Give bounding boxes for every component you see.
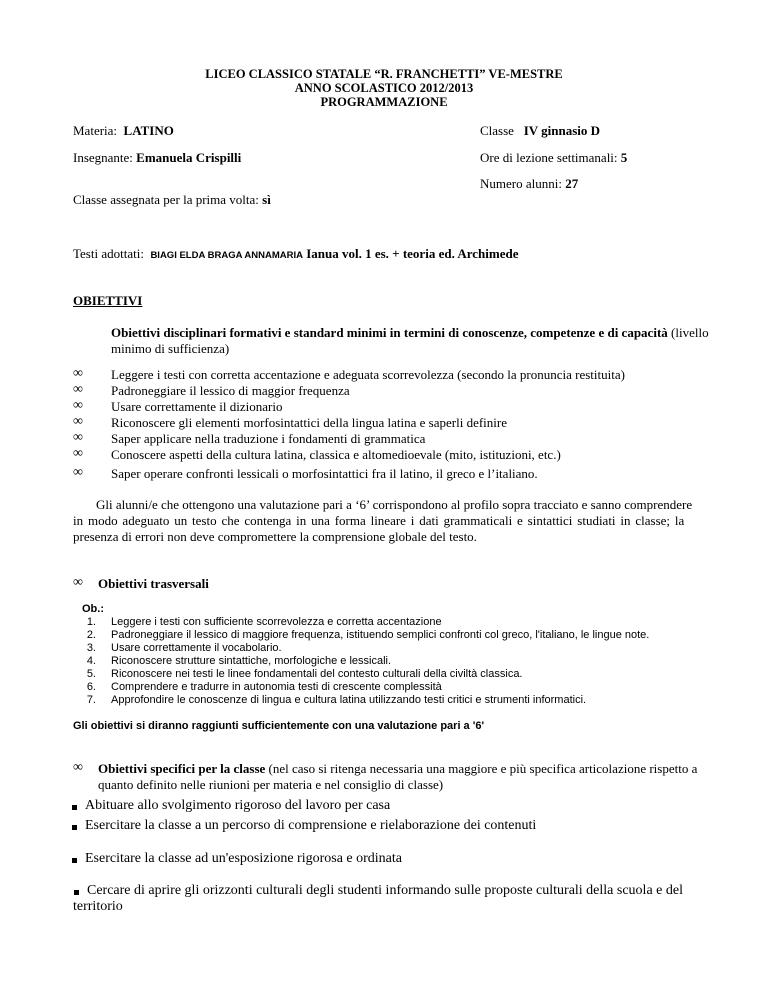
disciplinari-note-1: (livello	[671, 325, 709, 340]
numero-value: 27	[565, 176, 579, 191]
list-item: Leggere i testi con corretta accentazione e adeguata scorrevolezza (secondo la pronuncia restituita)	[111, 367, 625, 382]
ob-item: Leggere i testi con sufficiente scorrevolezza e corretta accentazione	[111, 616, 442, 628]
list-item: Esercitare la classe a un percorso di comprensione e rielaborazione dei contenuti	[85, 818, 537, 833]
list-item: Esercitare la classe ad un'esposizione rigorosa e ordinata	[85, 851, 403, 866]
specifici-title-line	[98, 761, 697, 777]
disciplinari-title-line	[111, 325, 709, 341]
list-item: Conoscere aspetti della cultura latina, classica e altomedioevale (mito, istituzioni, etc.)	[111, 447, 561, 462]
materia-value: LATINO	[123, 123, 174, 138]
ob-number: 3.	[86, 642, 96, 654]
list-item: Padroneggiare il lessico di maggior frequenza	[111, 383, 350, 398]
raggiunti-note: Gli obiettivi si diranno raggiunti sufficientemente con una valutazione pari a '6'	[73, 720, 485, 732]
ob-number: 6.	[86, 681, 96, 693]
list-item: Riconoscere gli elementi morfosintattici della lingua latina e saperli definire	[111, 415, 507, 430]
ob-item: Usare correttamente il vocabolario.	[111, 642, 282, 654]
valutazione-paragraph-line-1: Gli alunni/e che ottengono una valutazione pari a ‘6’ corrispondono al profilo sopra tracciato e sanno comprendere	[96, 497, 693, 512]
infinity-bullet-icon: ∞	[73, 414, 83, 429]
ob-number: 5.	[86, 668, 96, 680]
ob-number: 4.	[86, 655, 96, 667]
specifici-note-1: (nel caso si ritenga necessaria una maggiore e più specifica articolazione rispetto a	[268, 761, 698, 776]
classe-assegnata-field	[73, 192, 271, 208]
infinity-bullet-icon: ∞	[73, 382, 83, 397]
numero-alunni-field	[480, 176, 578, 192]
ob-number: 7.	[86, 694, 96, 706]
valutazione-paragraph-line-2: in modo adeguato un testo che contenga in una forma lineare i dati grammaticali e sintattici studiati in classe; la	[73, 513, 685, 528]
disciplinari-note-2: minimo di sufficienza)	[111, 341, 230, 356]
testi-authors: BIAGI ELDA BRAGA ANNAMARIA	[150, 250, 303, 261]
assegnata-value: sì	[262, 192, 271, 207]
infinity-bullet-icon: ∞	[73, 465, 83, 480]
specifici-title: Obiettivi specifici per la classe	[98, 761, 266, 776]
specifici-note-2: quanto definito nelle riunioni per materia e nel consiglio di classe)	[98, 777, 444, 792]
materia-label: Materia:	[73, 123, 118, 138]
last-item-line-2: territorio	[73, 899, 123, 914]
section-heading-obiettivi: OBIETTIVI	[73, 293, 143, 308]
list-item: Abituare allo svolgimento rigoroso del lavoro per casa	[85, 798, 391, 813]
square-bullet-icon	[72, 825, 77, 830]
square-bullet-icon	[74, 890, 79, 895]
last-item-line-1: Cercare di aprire gli orizzonti culturali degli studenti informando sulle proposte culturali della scuola e del	[87, 883, 683, 898]
classe-field	[480, 123, 600, 139]
ore-field	[480, 150, 627, 166]
square-bullet-icon	[72, 858, 77, 863]
insegnante-value: Emanuela Crispilli	[136, 150, 242, 165]
ob-number: 1.	[86, 616, 96, 628]
infinity-bullet-icon: ∞	[73, 430, 83, 445]
infinity-bullet-icon: ∞	[73, 398, 83, 413]
ore-label: Ore di lezione settimanali:	[480, 150, 618, 165]
ob-item: Comprendere e tradurre in autonomia testi di crescente complessità	[111, 681, 442, 693]
valutazione-paragraph-line-3: presenza di errori non deve compromettere la comprensione globale del testo.	[73, 529, 477, 544]
numero-label: Numero alunni:	[480, 176, 562, 191]
disciplinari-title: Obiettivi disciplinari formativi e standard minimi in termini di conoscenze, competenze e di capacità	[111, 325, 668, 340]
insegnante-field	[73, 150, 241, 166]
ob-item: Padroneggiare il lessico di maggiore frequenza, istituendo semplici confronti col greco, l'italiano, le lingue note.	[111, 629, 650, 641]
classe-label: Classe	[480, 123, 514, 138]
insegnante-label: Insegnante:	[73, 150, 133, 165]
list-item: Saper applicare nella traduzione i fondamenti di grammatica	[111, 431, 426, 446]
ob-item: Riconoscere strutture sintattiche, morfologiche e lessicali.	[111, 655, 392, 667]
infinity-bullet-icon: ∞	[73, 446, 83, 461]
infinity-bullet-icon: ∞	[73, 575, 83, 590]
document-title: PROGRAMMAZIONE	[320, 95, 448, 109]
testi-label: Testi adottati:	[73, 246, 144, 261]
assegnata-label: Classe assegnata per la prima volta:	[73, 192, 259, 207]
testi-title: Ianua vol. 1 es. + teoria ed. Archimede	[306, 246, 519, 261]
testi-adottati-field	[73, 246, 518, 262]
school-year: ANNO SCOLASTICO 2012/2013	[294, 81, 474, 95]
ob-item: Approfondire le conoscenze di lingua e cultura latina utilizzando testi critici e strumenti informatici.	[111, 694, 587, 706]
list-item: Usare correttamente il dizionario	[111, 399, 283, 414]
classe-value: IV ginnasio D	[523, 123, 601, 138]
infinity-bullet-icon: ∞	[73, 760, 83, 775]
ob-label: Ob.:	[82, 603, 104, 615]
list-item: Saper operare confronti lessicali o morfosintattici fra il latino, il greco e l’italiano.	[111, 466, 538, 481]
school-name: LICEO CLASSICO STATALE “R. FRANCHETTI” VE-MESTRE	[205, 67, 563, 81]
materia-field	[73, 123, 174, 139]
ob-number: 2.	[86, 629, 96, 641]
ore-value: 5	[620, 150, 628, 165]
ob-item: Riconoscere nei testi le linee fondamentali del contesto culturali della civiltà classica.	[111, 668, 523, 680]
infinity-bullet-icon: ∞	[73, 366, 83, 381]
trasversali-title: Obiettivi trasversali	[98, 576, 209, 591]
square-bullet-icon	[72, 805, 77, 810]
